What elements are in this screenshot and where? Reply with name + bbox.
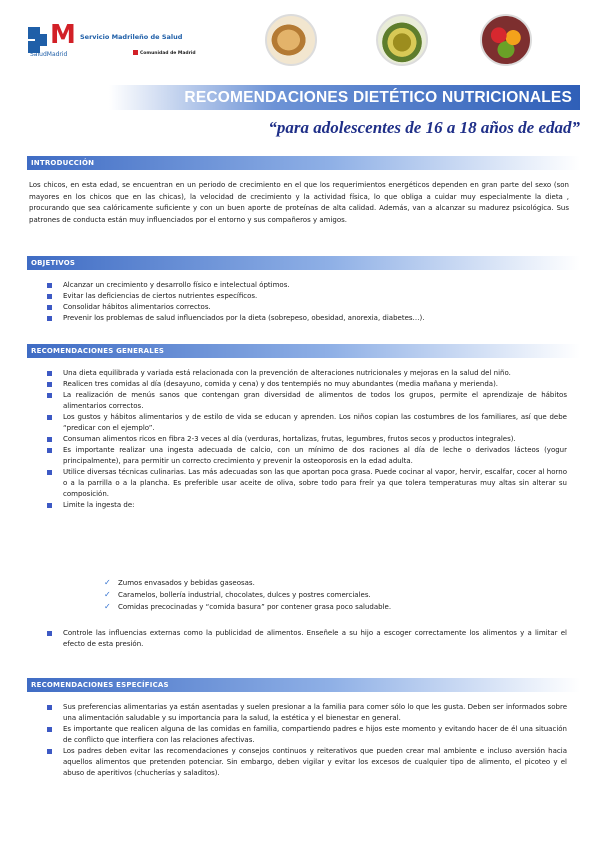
- section-heading-intro: [27, 156, 580, 170]
- list-item-text: Prevenir los problemas de salud influenciados por la dieta (sobrepeso, obesidad, anorexia, diabetes…).: [63, 314, 425, 322]
- section-heading-label: OBJETIVOS: [31, 259, 76, 267]
- list-item: [47, 379, 567, 390]
- list-item-text: Una dieta equilibrada y variada está relacionada con la prevención de alteraciones nutricionales y mejoras en la salud del niño.: [63, 369, 511, 377]
- bullet-icon: [47, 727, 52, 732]
- bullet-icon: [47, 705, 52, 710]
- generales-final-list: [47, 628, 567, 650]
- list-item: [47, 302, 567, 313]
- bullet-icon: [47, 371, 52, 376]
- check-item-text: Zumos envasados y bebidas gaseosas.: [118, 579, 255, 587]
- list-item-text: Es importante que realicen alguna de las comidas en familia, compartiendo padres e hijos este momento y evitando hacer de él una situación de conflicto que interfiera con las relaciones afectivas.: [63, 725, 567, 744]
- list-item-text: Consolidar hábitos alimentarios correctos.: [63, 303, 211, 311]
- list-item-text: Los gustos y hábitos alimentarios y de estilo de vida se educan y aprenden. Los niños copian las costumbres de los familiares, así que debe “predicar con el ejemplo”.: [63, 413, 567, 432]
- list-item: [47, 746, 567, 779]
- intro-paragraph: Los chicos, en esta edad, se encuentran en un periodo de crecimiento en el que los requerimientos energéticos dependen en gran parte del sexo (son mayores en los chicos que en las chicas), la velocidad de crecimiento y la actividad física, lo que obliga a cuidar muy especialmente la dieta , procurando que sea calóricamente suficiente y con un buen aporte de proteínas de alta calidad. Además, van a alcanzar su madurez psicológica. Sus patrones de conducta están muy influenciados por el entorno y sus compañeros y amigos.: [29, 181, 569, 224]
- list-item-text: Sus preferencias alimentarias ya están asentadas y suelen presionar a la familia para comer sólo lo que les gusta. Deben ser informados sobre una alimentación saludable y su importancia para la salud, la estética y el bienestar en general.: [63, 703, 567, 722]
- list-item-text: Evitar las deficiencias de ciertos nutrientes específicos.: [63, 292, 258, 300]
- check-item-text: Comidas precocinadas y “comida basura” por contener grasa poco saludable.: [118, 603, 392, 611]
- list-item-text: Consuman alimentos ricos en fibra 2-3 veces al día (verduras, hortalizas, frutas, legumbres, frutos secos y productos integrales).: [63, 435, 516, 443]
- fruit-image: [480, 14, 532, 66]
- bullet-icon: [47, 448, 52, 453]
- olive-oil-image: [376, 14, 428, 66]
- list-item: [47, 280, 567, 291]
- logo-subtitle: SaludMadrid: [30, 51, 68, 58]
- page-subtitle: “para adolescentes de 16 a 18 años de edad”: [268, 118, 580, 137]
- checkmark-icon: ✓: [104, 590, 111, 599]
- section-heading-label: INTRODUCCIÓN: [31, 159, 95, 167]
- list-item: [47, 291, 567, 302]
- bullet-icon: [47, 382, 52, 387]
- objetivos-list: [47, 280, 567, 324]
- list-item: [47, 702, 567, 724]
- checkmark-icon: ✓: [104, 602, 111, 611]
- list-item: [47, 434, 567, 445]
- section-heading-objetivos: [27, 256, 580, 270]
- service-name: Servicio Madrileño de Salud: [80, 33, 183, 41]
- list-item-text: Es importante realizar una ingesta adecuada de calcio, con un mínimo de dos raciones al día de leche o derivados lácteos (yogur principalmente), para permitir un correcto crecimiento y prevenir la osteoporosis en la edad adulta.: [63, 446, 567, 465]
- list-item-text: Alcanzar un crecimiento y desarrollo físico e intelectual óptimos.: [63, 281, 290, 289]
- check-item-text: Caramelos, bollería industrial, chocolates, dulces y postres comerciales.: [118, 591, 371, 599]
- especificas-list: [47, 702, 567, 779]
- list-item-text: Utilice diversas técnicas culinarias. Las más adecuadas son las que aportan poca grasa. Puede cocinar al vapor, hervir, escalfar, cocer al horno o a la parrilla o a la plancha. Es preferible usar aceite de oliva, sobre todo para freír ya que tolera temperaturas muy altas sin alterar su composición.: [63, 468, 567, 498]
- bullet-icon: [47, 393, 52, 398]
- list-item-text: Controle las influencias externas como la publicidad de alimentos. Enseñele a su hijo a escoger correctamente los alimentos y a limitar el efecto de esta presión.: [63, 629, 567, 648]
- check-item: [104, 589, 524, 601]
- list-item: [47, 313, 567, 324]
- list-item-text: La realización de menús sanos que contengan gran diversidad de alimentos de todos los grupos, permite el aprendizaje de hábitos alimentarios correctos.: [63, 391, 567, 410]
- logo-letter: M: [50, 20, 75, 50]
- list-item: [47, 500, 567, 511]
- list-item: [47, 628, 567, 650]
- bullet-icon: [47, 415, 52, 420]
- list-item-text: Realicen tres comidas al día (desayuno, comida y cena) y dos tentempiés no muy abundantes (media mañana y merienda).: [63, 380, 499, 388]
- bullet-icon: [47, 631, 52, 636]
- title-banner: [109, 85, 580, 110]
- checkmark-icon: ✓: [104, 578, 111, 587]
- list-item-text: Los padres deben evitar las recomendaciones y consejos continuos y reiterativos que pueden crear mal ambiente e incluso aversión hacia aquellos alimentos que pretenden potenciar. Sin embargo, deben vigilar y evitar los excesos de cualquier tipo de alimento, el picoteo y el abuso de aperitivos (chucherías y saladitos).: [63, 747, 567, 777]
- list-item: [47, 467, 567, 500]
- bullet-icon: [47, 470, 52, 475]
- section-heading-especificas: [27, 678, 580, 692]
- page-title: RECOMENDACIONES DIETÉTICO NUTRICIONALES: [184, 89, 572, 106]
- section-heading-generales: [27, 344, 580, 358]
- check-item: [104, 577, 524, 589]
- bullet-icon: [47, 503, 52, 508]
- bullet-icon: [47, 283, 52, 288]
- bullet-icon: [47, 316, 52, 321]
- bullet-icon: [47, 294, 52, 299]
- bullet-icon: [47, 437, 52, 442]
- limit-list: [104, 577, 524, 613]
- list-item: [47, 368, 567, 379]
- bullet-icon: [47, 749, 52, 754]
- list-item-text: Limite la ingesta de:: [63, 501, 135, 509]
- section-heading-label: RECOMENDACIONES ESPECÍFICAS: [31, 681, 169, 689]
- bullet-icon: [47, 305, 52, 310]
- bread-image: [265, 14, 317, 66]
- list-item: [47, 445, 567, 467]
- list-item: [47, 724, 567, 746]
- section-heading-label: RECOMENDACIONES GENERALES: [31, 347, 165, 355]
- comunidad-label: Comunidad de Madrid: [133, 50, 196, 56]
- check-item: [104, 601, 524, 613]
- list-item: [47, 412, 567, 434]
- generales-list: [47, 368, 567, 511]
- list-item: [47, 390, 567, 412]
